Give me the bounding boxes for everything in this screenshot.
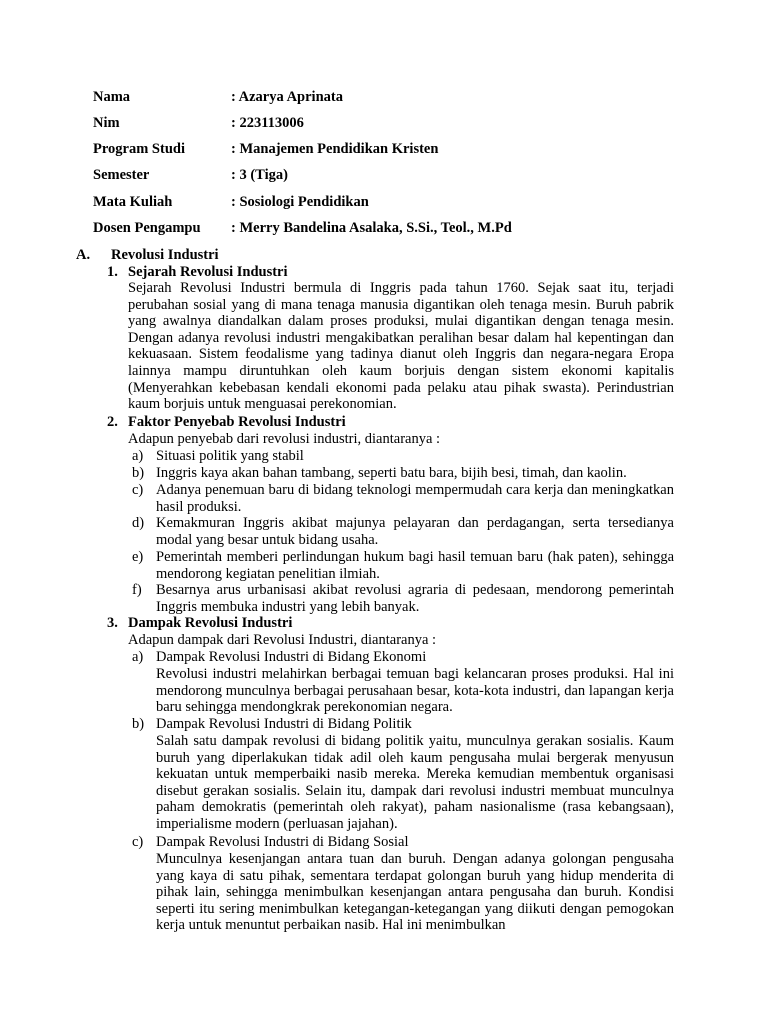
- subsection-title: Dampak Revolusi Industri: [128, 615, 293, 631]
- list-marker: f): [132, 582, 142, 598]
- list-text: Munculnya kesenjangan antara tuan dan buruh. Dengan adanya golongan pengusaha yang kaya di satu pihak, sementara terdapat golongan buruh yang hidup menderita di pihak lain, sehingga menimbulkan kesenjangan antara pengusaha dan buruh. Kondisi seperti itu sering menimbulkan ketegangan-ketegangan yang diikuti dengan pemogokan kerja untuk menuntut perbaikan nasib. Hal ini menimbulkan: [156, 851, 674, 934]
- info-value: : Azarya Aprinata: [231, 89, 343, 105]
- subsection-marker: 3.: [107, 615, 118, 631]
- subsection-marker: 2.: [107, 414, 118, 430]
- list-heading: Dampak Revolusi Industri di Bidang Ekonomi: [156, 649, 427, 665]
- list-marker: c): [132, 482, 144, 498]
- subsection-3-intro: Adapun dampak dari Revolusi Industri, diantaranya :: [128, 632, 437, 648]
- subsection-2-intro: Adapun penyebab dari revolusi industri, diantaranya :: [128, 431, 441, 447]
- info-label: Program Studi: [93, 141, 185, 157]
- info-value: : 223113006: [231, 115, 304, 131]
- subsection-title: Sejarah Revolusi Industri: [128, 264, 288, 280]
- list-heading: Dampak Revolusi Industri di Bidang Sosial: [156, 834, 409, 850]
- info-label: Nim: [93, 115, 120, 131]
- list-text: Situasi politik yang stabil: [156, 448, 304, 464]
- subsection-1-body: Sejarah Revolusi Industri bermula di Inggris pada tahun 1760. Sejak saat itu, terjadi perubahan sosial yang di mana tenaga manusia digantikan oleh tenaga mesin. Buruh pabrik yang awalnya diandalkan dalam proses produksi, mulai digantikan dengan tenaga mesin. Dengan adanya revolusi industri mengakibatkan peralihan besar dalam hal kepentingan dan kekuasaan. Sistem feodalisme yang tadinya dianut oleh Inggris dan negara-negara Eropa lainnya mampu diruntuhkan oleh kaum borjuis dengan sistem ekonomi kapitalis (Menyerahkan kebebasan kendali ekonomi pada pelaku atau pihak swasta). Perindustrian kaum borjuis untuk menguasai perekonomian.: [128, 280, 674, 413]
- list-text: Salah satu dampak revolusi di bidang politik yaitu, munculnya gerakan sosialis. Kaum buruh yang diperlakukan tidak adil oleh kaum pengusaha mulai bergerak menyusun kekuatan untuk memperbaiki nasib mereka. Mereka kemudian membentuk organisasi disebut gerakan sosialis. Selain itu, dampak dari revolusi industri membuat munculnya paham demokratis (pemerintah oleh rakyat), paham nasionalisme (rasa kebangsaan), imperialisme modern (perluasan jajahan).: [156, 733, 674, 832]
- section-title: Revolusi Industri: [111, 247, 219, 263]
- list-text: Adanya penemuan baru di bidang teknologi mempermudah cara kerja dan meningkatkan hasil produksi.: [156, 482, 674, 515]
- info-value: : Sosiologi Pendidikan: [231, 194, 369, 210]
- list-text: Besarnya arus urbanisasi akibat revolusi agraria di pedesaan, mendorong pemerintah Inggris membuka industri yang lebih banyak.: [156, 582, 674, 615]
- list-text: Revolusi industri melahirkan berbagai temuan bagi kelancaran proses produksi. Hal ini mendorong munculnya berbagai perusahaan besar, kota-kota industri, dan lapangan kerja baru sehingga mendongkrak perekonomian negara.: [156, 666, 674, 716]
- list-marker: a): [132, 448, 144, 464]
- info-label: Semester: [93, 167, 150, 183]
- info-value: : Manajemen Pendidikan Kristen: [231, 141, 439, 157]
- list-marker: c): [132, 834, 144, 850]
- subsection-title: Faktor Penyebab Revolusi Industri: [128, 414, 346, 430]
- info-value: : Merry Bandelina Asalaka, S.Si., Teol., M.Pd: [231, 220, 512, 236]
- subsection-marker: 1.: [107, 264, 118, 280]
- list-marker: b): [132, 716, 145, 732]
- list-text: Inggris kaya akan bahan tambang, seperti batu bara, bijih besi, timah, dan kaolin.: [156, 465, 627, 481]
- list-marker: d): [132, 515, 145, 531]
- info-label: Mata Kuliah: [93, 194, 173, 210]
- info-label: Dosen Pengampu: [93, 220, 201, 236]
- list-text: Kemakmuran Inggris akibat majunya pelayaran dan perdagangan, serta tersedianya modal yang besar untuk bidang usaha.: [156, 515, 674, 548]
- list-heading: Dampak Revolusi Industri di Bidang Politik: [156, 716, 412, 732]
- info-label: Nama: [93, 89, 131, 105]
- section-marker: A.: [76, 247, 91, 263]
- list-text: Pemerintah memberi perlindungan hukum bagi hasil temuan baru (hak paten), sehingga mendorong kegiatan penelitian ilmiah.: [156, 549, 674, 582]
- list-marker: b): [132, 465, 145, 481]
- list-marker: a): [132, 649, 144, 665]
- list-marker: e): [132, 549, 144, 565]
- info-value: : 3 (Tiga): [231, 167, 288, 183]
